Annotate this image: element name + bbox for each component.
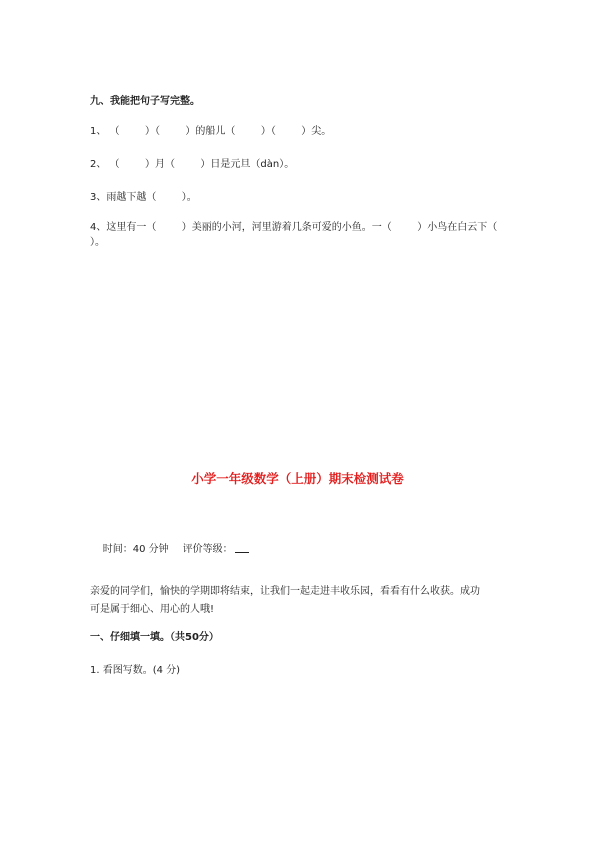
question-9-1: 1、 （ ）（ ）的船儿（ ）（ ）尖。: [90, 126, 332, 137]
exam-meta: [90, 523, 515, 577]
time-label: 时间：40 分钟: [102, 544, 169, 555]
question-9-3: 3、雨越下越（ ）。: [90, 192, 197, 203]
question-9-4-line-1: 4、这里有一（ ）美丽的小河，河里游着几条可爱的小鱼。一（ ）小鸟在白云下（: [90, 222, 498, 233]
intro-line-2: 可是属于细心、用心的人哦!: [90, 604, 215, 615]
question-9-4-line-2: ）。: [90, 237, 105, 248]
part-1-heading: 一、仔细填一填。（共50分）: [90, 632, 219, 643]
exam-title: 小学一年级数学（上册）期末检测试卷: [191, 471, 404, 486]
grade-blank: [235, 542, 249, 553]
section-9-heading: 九、我能把句子写完整。: [90, 96, 200, 107]
grade-label: 评价等级：: [182, 544, 233, 555]
intro-line-1: 亲爱的同学们，愉快的学期即将结束，让我们一起走进丰收乐园，看看有什么收获。成功: [90, 586, 480, 597]
part-1-question-1: 1. 看图写数。(4 分): [90, 665, 181, 676]
question-9-2: 2、 （ ）月（ ）日是元旦（dàn）。: [90, 159, 295, 170]
